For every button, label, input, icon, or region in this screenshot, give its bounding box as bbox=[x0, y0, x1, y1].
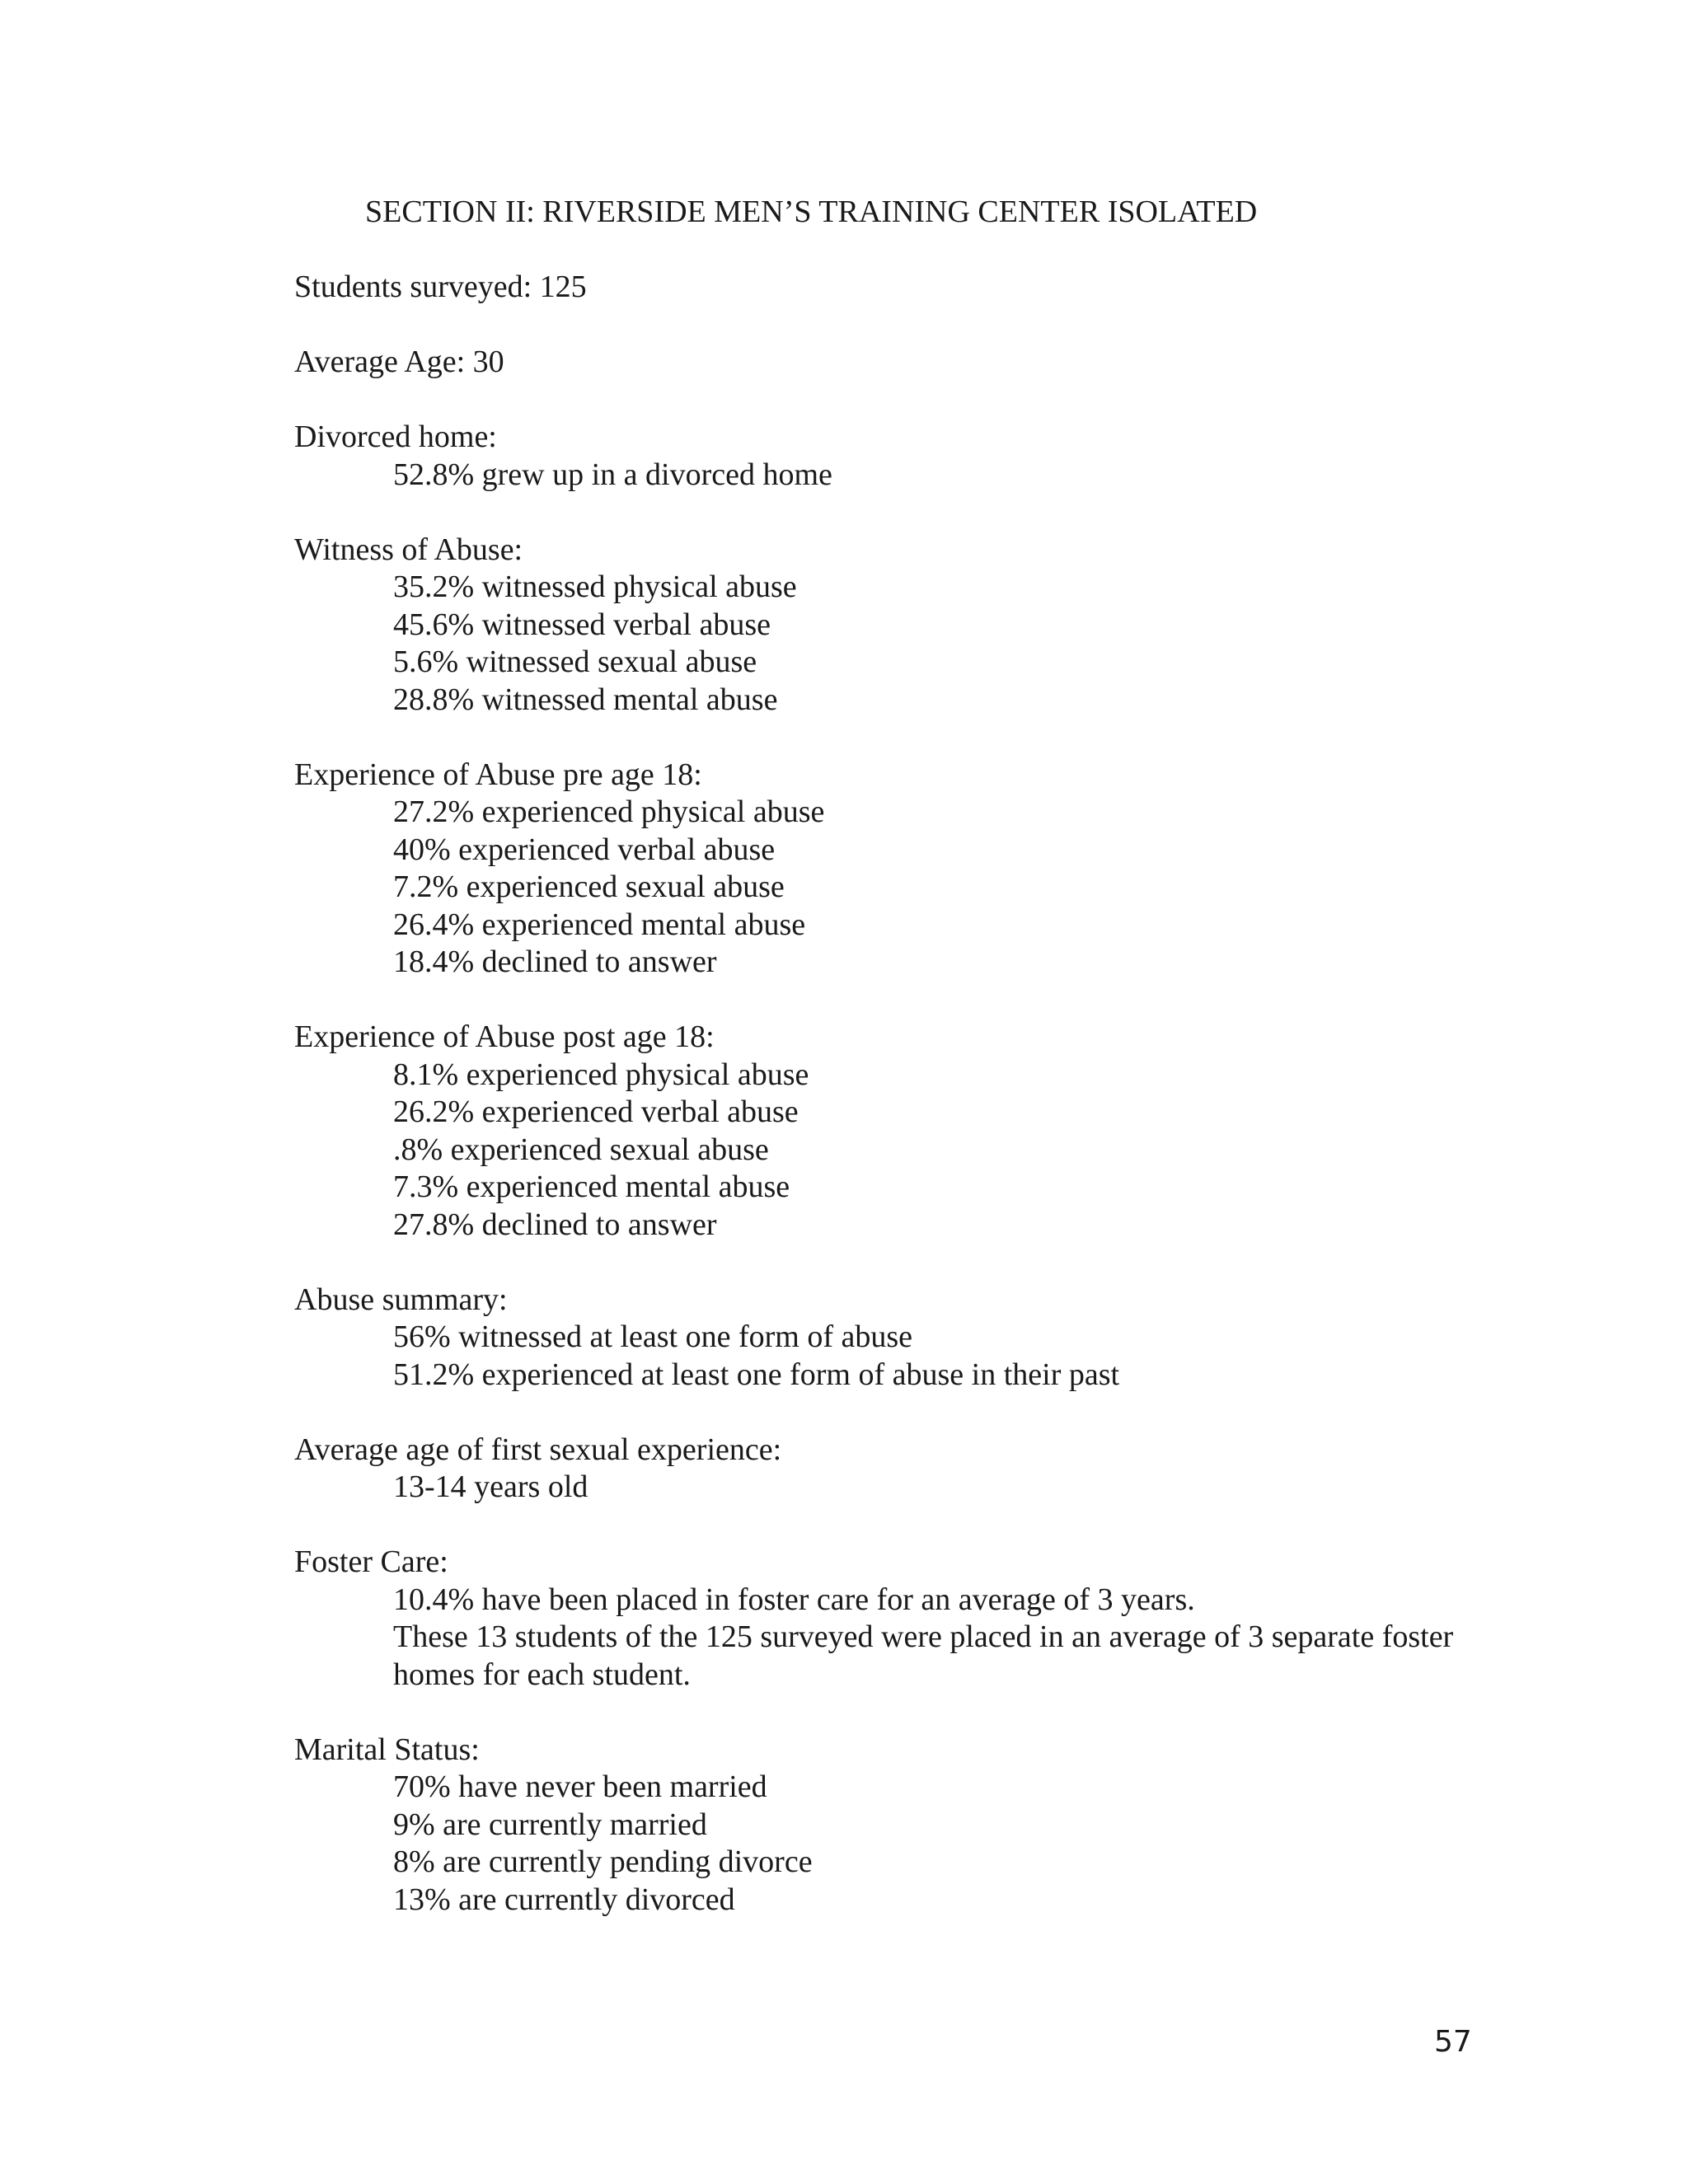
section-heading: Abuse summary: bbox=[294, 1282, 508, 1317]
list-item: 27.2% experienced physical abuse bbox=[393, 794, 825, 829]
list-item: .8% experienced sexual abuse bbox=[393, 1132, 769, 1167]
section-heading: Marital Status: bbox=[294, 1732, 480, 1767]
list-item: 45.6% witnessed verbal abuse bbox=[393, 607, 771, 642]
list-item: 13% are currently divorced bbox=[393, 1882, 735, 1917]
list-item: 10.4% have been placed in foster care for an average of 3 years. bbox=[393, 1582, 1195, 1617]
list-item: 28.8% witnessed mental abuse bbox=[393, 682, 778, 717]
list-item: 70% have never been married bbox=[393, 1769, 767, 1804]
section-heading: Divorced home: bbox=[294, 419, 497, 454]
abuse-pre-18-section bbox=[294, 757, 1531, 982]
list-item: 51.2% experienced at least one form of abuse in their past bbox=[393, 1357, 1120, 1392]
list-item: 7.3% experienced mental abuse bbox=[393, 1169, 790, 1204]
list-item: 7.2% experienced sexual abuse bbox=[393, 869, 785, 904]
list-item: 52.8% grew up in a divorced home bbox=[393, 457, 832, 492]
list-item: 35.2% witnessed physical abuse bbox=[393, 569, 797, 604]
list-item: 56% witnessed at least one form of abuse bbox=[393, 1319, 912, 1354]
section-title: SECTION II: RIVERSIDE MEN’S TRAINING CENTER ISOLATED bbox=[365, 194, 1258, 229]
section-heading: Experience of Abuse pre age 18: bbox=[294, 757, 702, 792]
list-item: 8% are currently pending divorce bbox=[393, 1844, 813, 1879]
abuse-summary-section bbox=[294, 1282, 1531, 1394]
abuse-post-18-section bbox=[294, 1019, 1531, 1244]
list-item: 26.4% experienced mental abuse bbox=[393, 907, 806, 942]
students-surveyed: Students surveyed: 125 bbox=[294, 269, 587, 304]
list-item: 8.1% experienced physical abuse bbox=[393, 1057, 809, 1092]
section-heading: Average age of first sexual experience: bbox=[294, 1432, 782, 1467]
section-heading: Experience of Abuse post age 18: bbox=[294, 1019, 715, 1054]
average-age: Average Age: 30 bbox=[294, 344, 504, 379]
list-item: 18.4% declined to answer bbox=[393, 944, 717, 979]
witness-of-abuse-section bbox=[294, 532, 1531, 719]
list-item: 26.2% experienced verbal abuse bbox=[393, 1094, 799, 1129]
page-number: 57 bbox=[1434, 2025, 1472, 2059]
list-item: 13-14 years old bbox=[393, 1469, 588, 1504]
marital-status-section bbox=[294, 1732, 1531, 1919]
foster-care-section bbox=[294, 1544, 1531, 1694]
list-item: 5.6% witnessed sexual abuse bbox=[393, 644, 757, 679]
list-item: 40% experienced verbal abuse bbox=[393, 832, 776, 867]
first-sexual-experience-section bbox=[294, 1432, 1531, 1507]
section-heading: Witness of Abuse: bbox=[294, 532, 523, 567]
divorced-home-section bbox=[294, 419, 1531, 494]
list-item: These 13 students of the 125 surveyed were placed in an average of 3 separate foster homes for each student. bbox=[393, 1619, 1454, 1692]
section-heading: Foster Care: bbox=[294, 1544, 448, 1579]
average-age-block bbox=[294, 344, 1531, 382]
list-item: 27.8% declined to answer bbox=[393, 1207, 717, 1242]
list-item: 9% are currently married bbox=[393, 1807, 707, 1842]
document-body bbox=[294, 269, 1531, 1957]
students-surveyed-block bbox=[294, 269, 1531, 307]
